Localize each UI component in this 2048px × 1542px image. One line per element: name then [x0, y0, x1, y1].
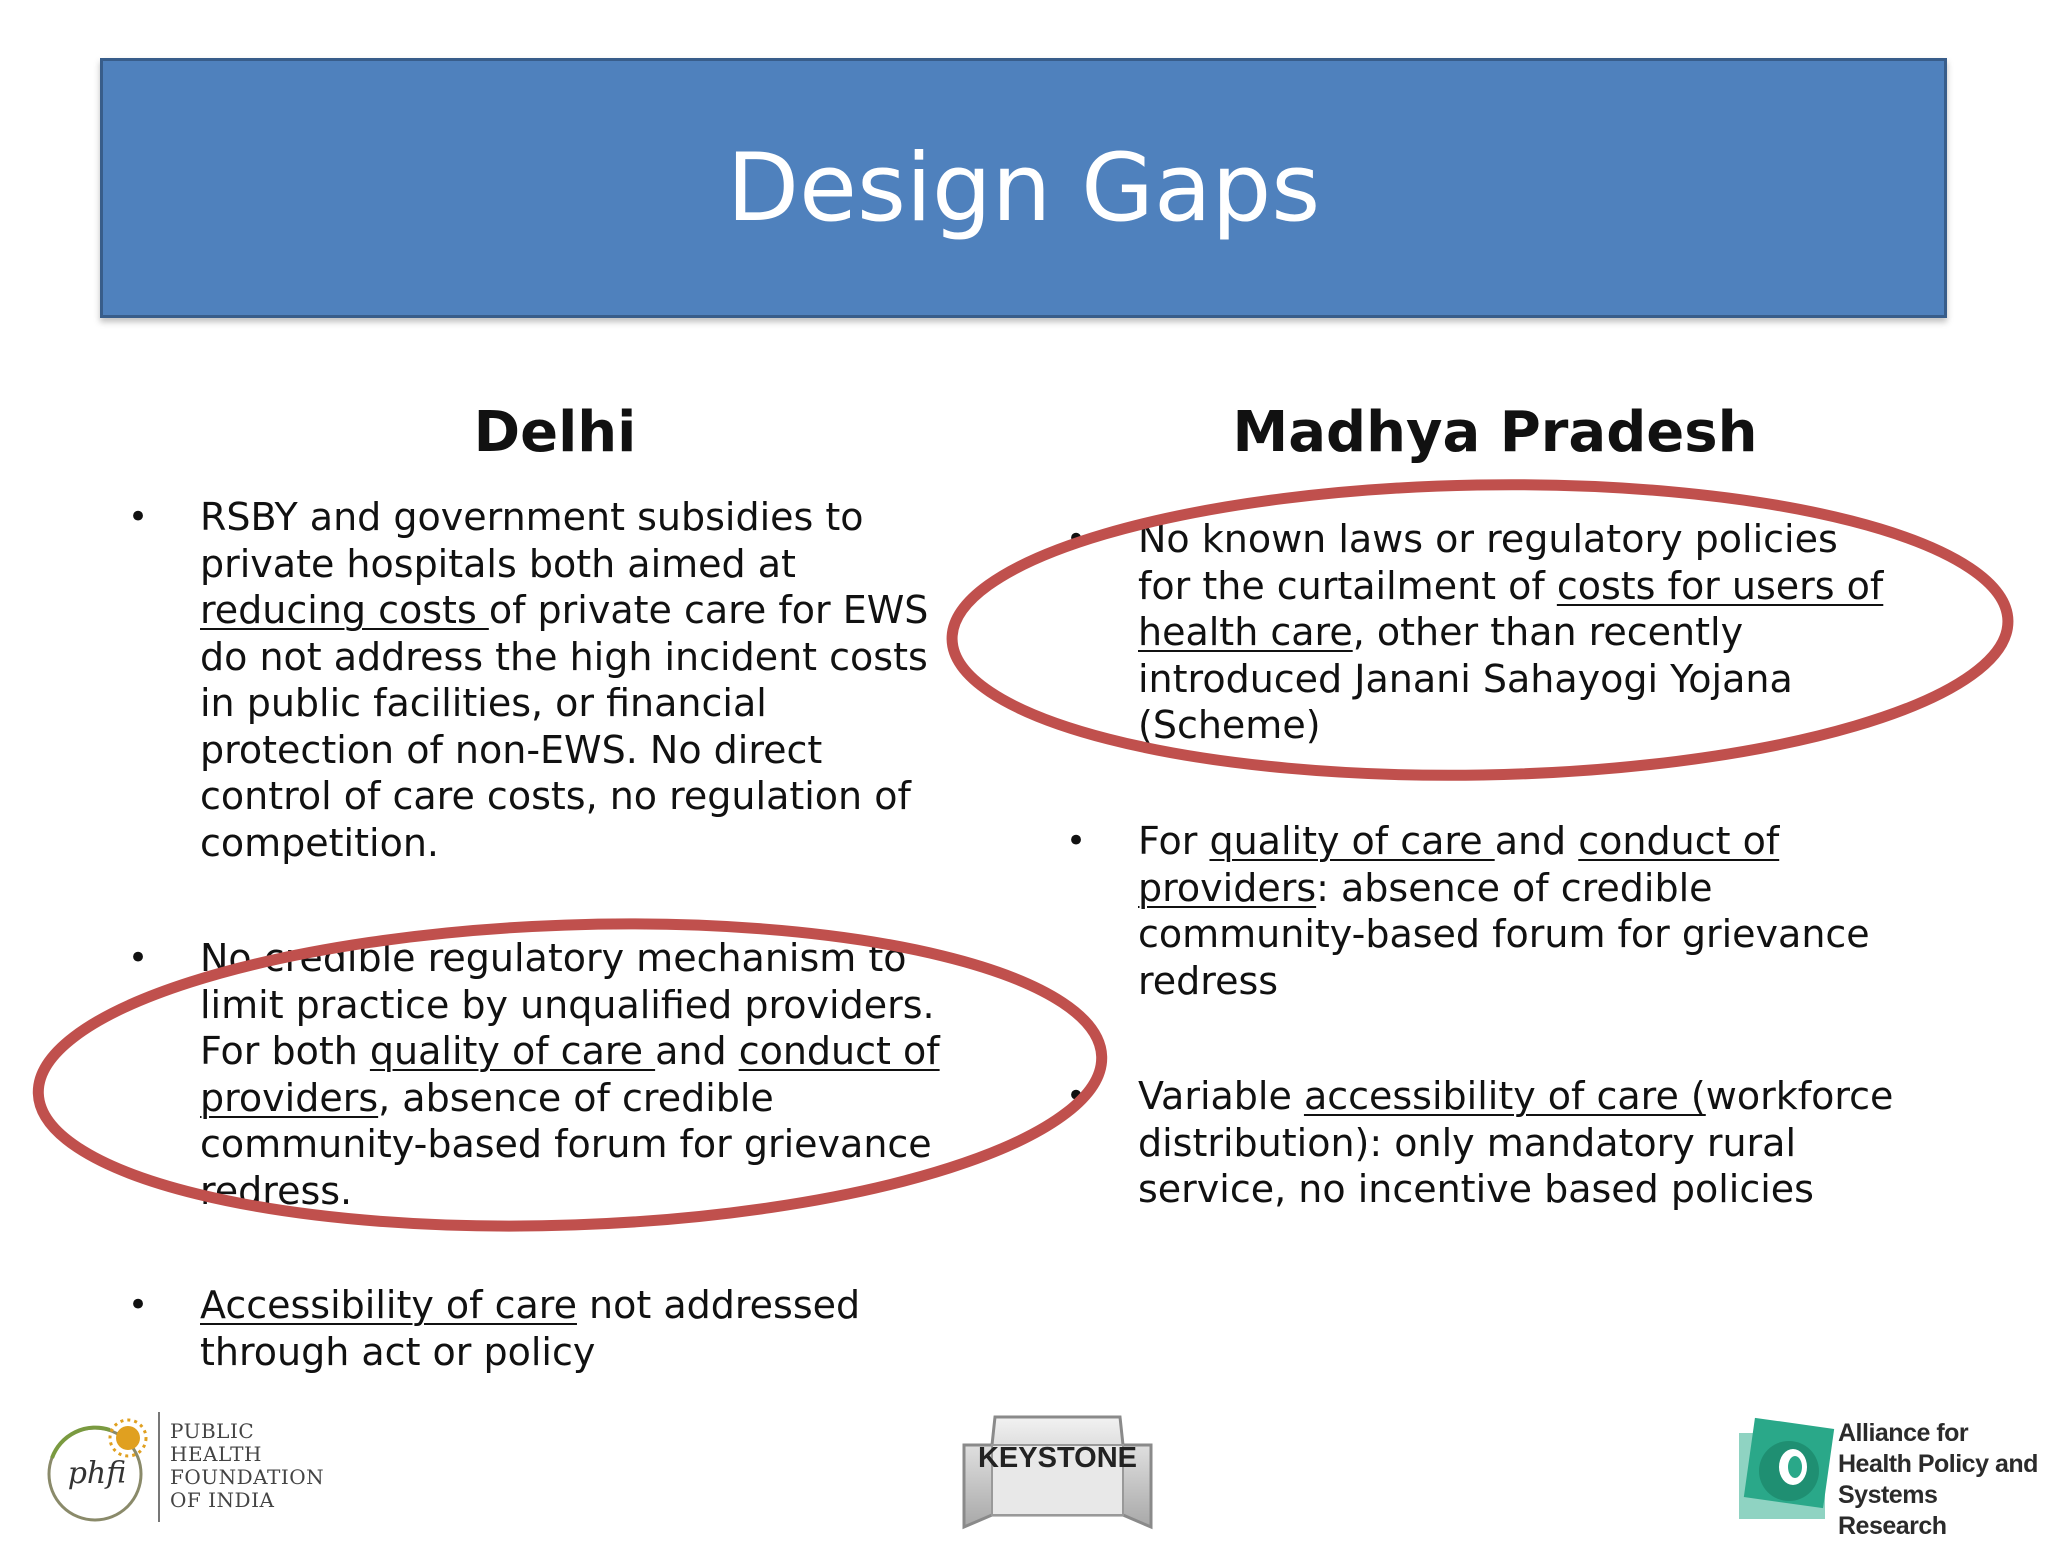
text-line: [200, 1329, 980, 1376]
text-line: [200, 1168, 980, 1215]
text-segment: redress: [1138, 958, 1279, 1003]
bullet-dot: •: [128, 1285, 149, 1325]
phfi-logo-letters: phfi: [67, 1456, 127, 1491]
delhi-bullet-item: [128, 1282, 980, 1375]
delhi-heading: Delhi: [473, 400, 637, 465]
text-segment: (Scheme): [1138, 703, 1321, 747]
madhya-pradesh-bullet-item: [1066, 818, 1938, 1004]
text-line: [200, 680, 980, 727]
text-line: [1138, 1166, 1938, 1213]
text-segment: limit practice by unqualified providers.: [200, 982, 935, 1027]
bullet-dot: •: [1066, 821, 1087, 861]
text-segment: introduced Janani Sahayogi Yojana: [1138, 656, 1793, 701]
bullet-dot: •: [128, 497, 149, 537]
text-segment: : absence of credible: [1316, 865, 1713, 910]
bullet-dot: •: [1066, 1076, 1087, 1116]
text-line: [1138, 818, 1938, 865]
text-segment: redress.: [200, 1168, 353, 1213]
alliance-name-line: Health Policy and: [1838, 1450, 2038, 1478]
underlined-phrase: costs for users of: [1556, 563, 1884, 608]
text-line: [1138, 702, 1938, 749]
madhya-pradesh-heading: Madhya Pradesh: [1232, 400, 1758, 465]
phfi-name-line: HEALTH: [170, 1442, 262, 1466]
text-line: [1138, 609, 1938, 656]
text-segment: not addressed: [576, 1283, 861, 1327]
underlined-phrase: health care: [1138, 610, 1353, 654]
text-segment: through act or policy: [200, 1329, 596, 1374]
text-line: [200, 1282, 980, 1329]
phfi-name-line: OF INDIA: [170, 1488, 275, 1512]
text-line: [200, 541, 980, 588]
text-segment: service, no incentive based policies: [1138, 1167, 1814, 1211]
underlined-phrase: conduct of: [738, 1029, 940, 1073]
text-segment: community-based forum for grievance: [1138, 912, 1870, 956]
alliance-name-line: Alliance for: [1838, 1419, 1969, 1447]
text-segment: in public facilities, or financial: [200, 681, 767, 725]
text-line: [200, 494, 980, 541]
phfi-logo-name: [170, 1420, 340, 1512]
text-line: [1138, 516, 1938, 563]
text-segment: private hospitals both aimed at: [200, 541, 796, 586]
text-segment: No known laws or regulatory policies: [1138, 517, 1838, 561]
text-segment: protection of non-EWS. No direct: [200, 727, 823, 772]
text-line: [1138, 563, 1938, 610]
phfi-name-line: PUBLIC: [170, 1419, 255, 1443]
delhi-bullet-item: [128, 494, 980, 866]
text-line: [200, 935, 980, 982]
underlined-phrase: quality of care: [1209, 819, 1495, 863]
text-line: [1138, 1120, 1938, 1167]
text-segment: , other than recently: [1352, 610, 1744, 654]
text-segment: For both: [200, 1029, 370, 1073]
underlined-phrase: reducing costs: [200, 588, 489, 632]
text-line: [200, 1075, 980, 1122]
madhya-pradesh-bullet-item: [1066, 1073, 1938, 1213]
keystone-label: KEYSTONE: [977, 1442, 1137, 1474]
text-segment: No credible regulatory mechanism to: [200, 936, 907, 980]
text-line: [200, 773, 980, 820]
text-line: [200, 820, 980, 867]
text-segment: distribution): only mandatory rural: [1138, 1120, 1797, 1165]
text-segment: workforce: [1705, 1074, 1894, 1118]
text-line: [1138, 865, 1938, 912]
title-banner: [100, 58, 1947, 318]
bullet-dot: •: [128, 938, 149, 978]
underlined-phrase: accessibility of care (: [1303, 1074, 1706, 1118]
text-segment: community-based forum for grievance: [200, 1122, 932, 1166]
bullet-dot: •: [1066, 519, 1087, 559]
text-line: [1138, 958, 1938, 1005]
underlined-phrase: providers: [200, 1075, 379, 1120]
text-line: [200, 1028, 980, 1075]
underlined-phrase: Accessibility of care: [200, 1283, 577, 1327]
text-line: [1138, 1073, 1938, 1120]
text-segment: RSBY and government subsidies to: [200, 495, 864, 539]
text-line: [200, 1121, 980, 1168]
text-segment: For: [1138, 819, 1210, 863]
text-segment: and: [655, 1029, 739, 1073]
phfi-name-line: FOUNDATION: [170, 1465, 325, 1489]
text-line: [200, 587, 980, 634]
text-line: [200, 634, 980, 681]
slide-title: Design Gaps: [726, 133, 1321, 243]
text-line: [200, 982, 980, 1029]
alliance-logo-name: [1838, 1418, 2048, 1542]
phfi-divider: [158, 1412, 160, 1522]
delhi-bullet-item: [128, 935, 980, 1214]
text-segment: control of care costs, no regulation of: [200, 774, 911, 818]
text-segment: competition.: [200, 820, 439, 865]
text-segment: Variable: [1138, 1074, 1304, 1118]
madhya-pradesh-bullet-item: [1066, 516, 1938, 749]
text-segment: and: [1494, 819, 1579, 863]
text-line: [1138, 656, 1938, 703]
text-line: [1138, 911, 1938, 958]
text-segment: do not address the high incident costs: [200, 634, 928, 679]
text-segment: , absence of credible: [378, 1075, 774, 1120]
text-segment: for the curtailment of: [1138, 563, 1557, 608]
underlined-phrase: quality of care: [369, 1029, 656, 1073]
text-line: [200, 727, 980, 774]
text-segment: of private care for EWS: [488, 588, 929, 632]
alliance-name-line: Systems Research: [1838, 1481, 1947, 1540]
underlined-phrase: conduct of: [1578, 819, 1780, 863]
underlined-phrase: providers: [1138, 865, 1317, 910]
